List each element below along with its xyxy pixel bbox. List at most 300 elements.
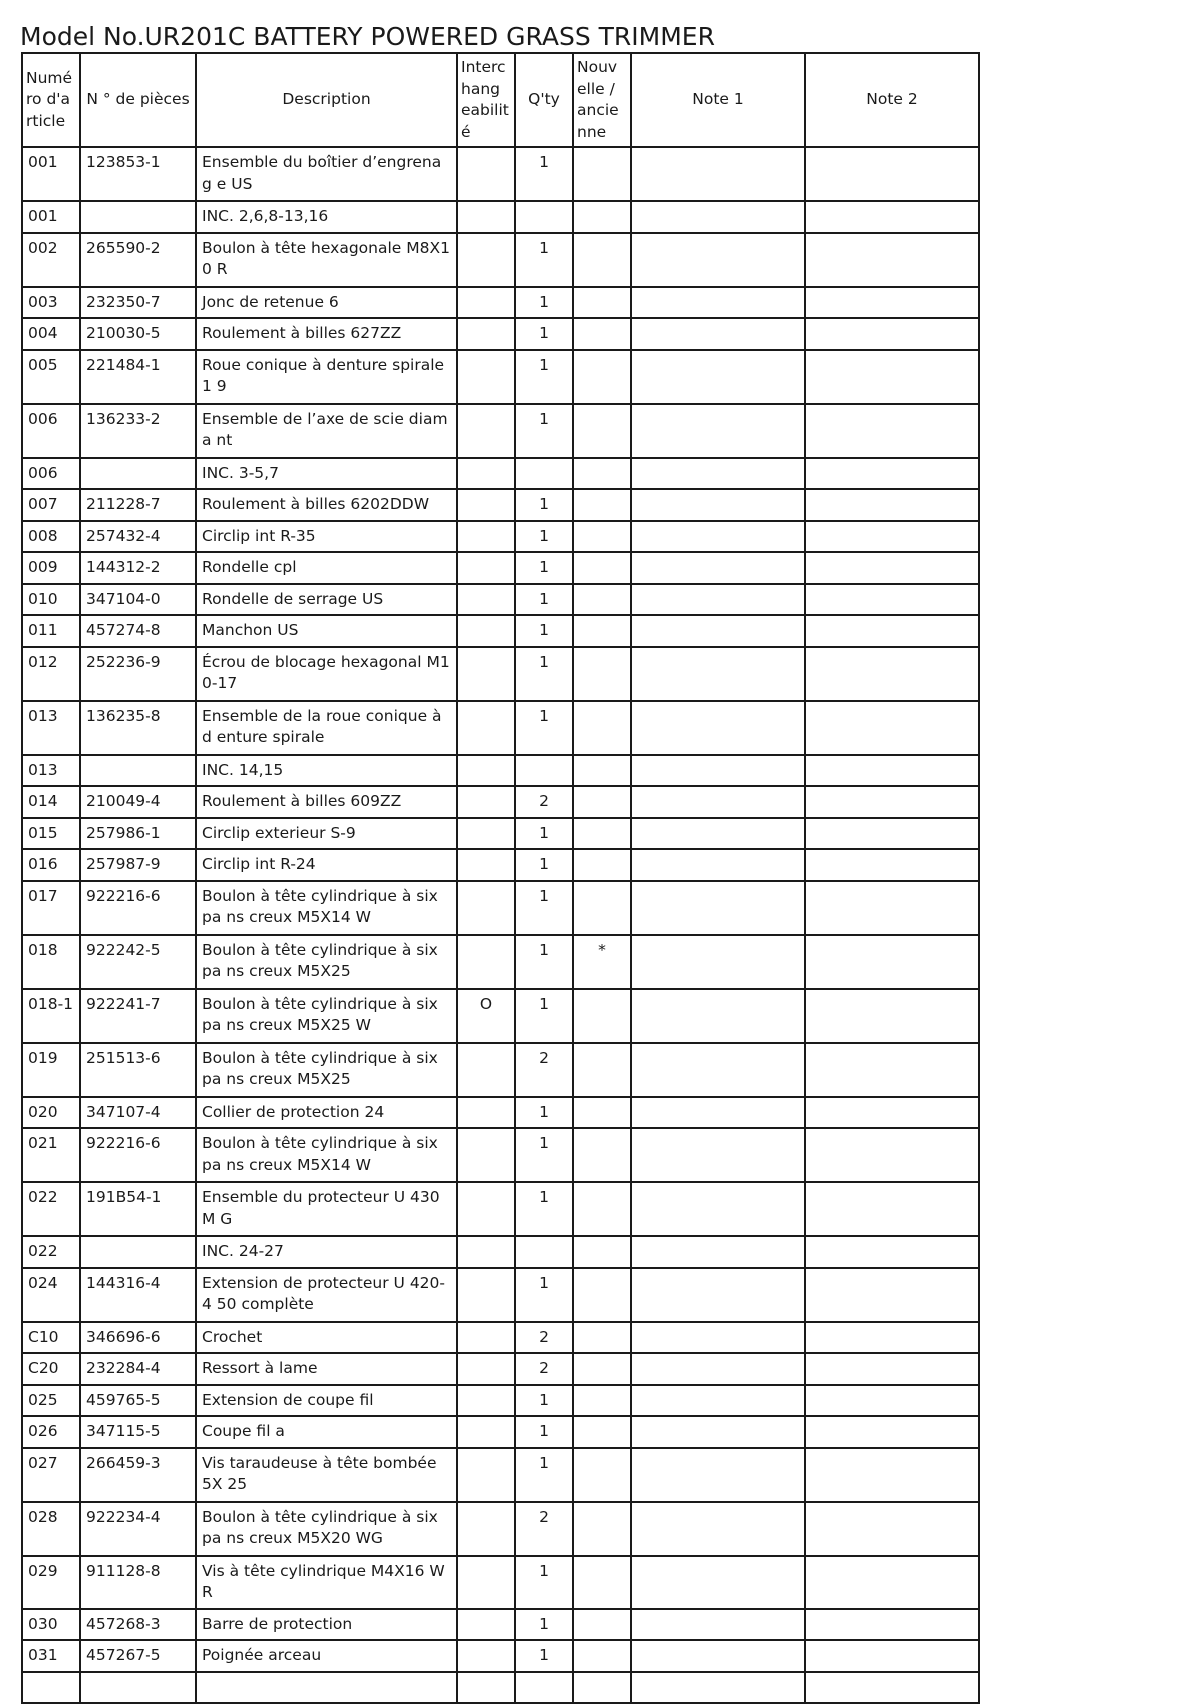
item-no-cell: 024: [22, 1268, 80, 1322]
qty-cell: 1: [515, 1128, 573, 1182]
item-no-cell: 015: [22, 818, 80, 850]
table-row: [22, 701, 979, 755]
note2-cell: [805, 755, 979, 787]
interchangeability-cell: [457, 935, 515, 989]
qty-cell: 1: [515, 1268, 573, 1322]
note1-cell: [631, 1609, 805, 1641]
interchangeability-cell: [457, 489, 515, 521]
new-old-cell: [573, 1322, 631, 1354]
item-no-cell: C20: [22, 1353, 80, 1385]
table-row: [22, 201, 979, 233]
item-no-cell: 018-1: [22, 989, 80, 1043]
new-old-cell: *: [573, 935, 631, 989]
table-row: [22, 1672, 979, 1703]
note2-cell: [805, 1236, 979, 1268]
part-no-cell: 922241-7: [80, 989, 196, 1043]
note2-cell: [805, 552, 979, 584]
interchangeability-cell: [457, 201, 515, 233]
table-row: [22, 584, 979, 616]
interchangeability-cell: [457, 786, 515, 818]
description-cell: INC. 2,6,8-13,16: [196, 201, 457, 233]
part-no-cell: [80, 458, 196, 490]
qty-cell: [515, 1236, 573, 1268]
interchangeability-cell: [457, 1385, 515, 1417]
table-row: [22, 404, 979, 458]
part-no-cell: 252236-9: [80, 647, 196, 701]
qty-cell: 1: [515, 521, 573, 553]
note1-cell: [631, 1416, 805, 1448]
part-no-cell: 232284-4: [80, 1353, 196, 1385]
note2-cell: [805, 818, 979, 850]
header-description: Description: [196, 53, 457, 147]
qty-cell: 1: [515, 1182, 573, 1236]
interchangeability-cell: [457, 147, 515, 201]
qty-cell: 1: [515, 233, 573, 287]
interchangeability-cell: [457, 1448, 515, 1502]
qty-cell: 1: [515, 552, 573, 584]
table-row: [22, 989, 979, 1043]
note1-cell: [631, 1353, 805, 1385]
note1-cell: [631, 287, 805, 319]
description-cell: INC. 14,15: [196, 755, 457, 787]
note2-cell: [805, 458, 979, 490]
description-cell: Roue conique à denture spirale 1 9: [196, 350, 457, 404]
note2-cell: [805, 233, 979, 287]
interchangeability-cell: [457, 1322, 515, 1354]
note2-cell: [805, 1128, 979, 1182]
note1-cell: [631, 521, 805, 553]
description-cell: Barre de protection: [196, 1609, 457, 1641]
table-row: [22, 1097, 979, 1129]
item-no-cell: 007: [22, 489, 80, 521]
note1-cell: [631, 1236, 805, 1268]
interchangeability-cell: [457, 755, 515, 787]
note1-cell: [631, 404, 805, 458]
item-no-cell: 022: [22, 1236, 80, 1268]
new-old-cell: [573, 989, 631, 1043]
part-no-cell: 144312-2: [80, 552, 196, 584]
note2-cell: [805, 404, 979, 458]
note1-cell: [631, 1097, 805, 1129]
description-cell: Boulon à tête cylindrique à six pa ns creux M5X20 WG: [196, 1502, 457, 1556]
table-row: [22, 233, 979, 287]
table-row: [22, 1448, 979, 1502]
note2-cell: [805, 881, 979, 935]
interchangeability-cell: [457, 615, 515, 647]
part-no-cell: 346696-6: [80, 1322, 196, 1354]
interchangeability-cell: [457, 1672, 515, 1703]
qty-cell: 1: [515, 615, 573, 647]
qty-cell: 1: [515, 584, 573, 616]
interchangeability-cell: [457, 287, 515, 319]
description-cell: Extension de protecteur U 420-4 50 complète: [196, 1268, 457, 1322]
description-cell: INC. 3-5,7: [196, 458, 457, 490]
part-no-cell: 922216-6: [80, 881, 196, 935]
part-no-cell: 265590-2: [80, 233, 196, 287]
header-new-old: Nouv elle / ancie nne: [573, 53, 631, 147]
qty-cell: [515, 458, 573, 490]
note1-cell: [631, 849, 805, 881]
table-row: [22, 458, 979, 490]
note2-cell: [805, 615, 979, 647]
part-no-cell: 221484-1: [80, 350, 196, 404]
table-row: [22, 1268, 979, 1322]
qty-cell: 1: [515, 318, 573, 350]
note1-cell: [631, 935, 805, 989]
qty-cell: 1: [515, 350, 573, 404]
part-no-cell: 459765-5: [80, 1385, 196, 1417]
description-cell: Rondelle cpl: [196, 552, 457, 584]
table-row: [22, 350, 979, 404]
header-interchangeability: Interc hang eabilit é: [457, 53, 515, 147]
table-row: [22, 755, 979, 787]
table-row: [22, 489, 979, 521]
new-old-cell: [573, 201, 631, 233]
part-no-cell: [80, 1236, 196, 1268]
description-cell: Poignée arceau: [196, 1640, 457, 1672]
new-old-cell: [573, 1502, 631, 1556]
interchangeability-cell: [457, 1268, 515, 1322]
note1-cell: [631, 552, 805, 584]
interchangeability-cell: [457, 404, 515, 458]
interchangeability-cell: [457, 849, 515, 881]
table-row: [22, 1556, 979, 1609]
item-no-cell: 014: [22, 786, 80, 818]
description-cell: Vis à tête cylindrique M4X16 WR: [196, 1556, 457, 1609]
qty-cell: 1: [515, 849, 573, 881]
new-old-cell: [573, 1385, 631, 1417]
note2-cell: [805, 989, 979, 1043]
interchangeability-cell: [457, 350, 515, 404]
qty-cell: 1: [515, 404, 573, 458]
item-no-cell: 031: [22, 1640, 80, 1672]
part-no-cell: 144316-4: [80, 1268, 196, 1322]
table-row: [22, 1353, 979, 1385]
item-no-cell: 026: [22, 1416, 80, 1448]
part-no-cell: 210030-5: [80, 318, 196, 350]
item-no-cell: [22, 1672, 80, 1703]
note2-cell: [805, 1672, 979, 1703]
note1-cell: [631, 1182, 805, 1236]
new-old-cell: [573, 1097, 631, 1129]
part-no-cell: 457274-8: [80, 615, 196, 647]
part-no-cell: 922234-4: [80, 1502, 196, 1556]
item-no-cell: C10: [22, 1322, 80, 1354]
description-cell: Boulon à tête cylindrique à six pa ns creux M5X25: [196, 935, 457, 989]
header-note2: Note 2: [805, 53, 979, 147]
interchangeability-cell: [457, 1556, 515, 1609]
note2-cell: [805, 201, 979, 233]
interchangeability-cell: [457, 318, 515, 350]
qty-cell: 2: [515, 1043, 573, 1097]
part-no-cell: 191B54-1: [80, 1182, 196, 1236]
description-cell: Ressort à lame: [196, 1353, 457, 1385]
new-old-cell: [573, 786, 631, 818]
new-old-cell: [573, 1416, 631, 1448]
item-no-cell: 030: [22, 1609, 80, 1641]
note1-cell: [631, 147, 805, 201]
note1-cell: [631, 1268, 805, 1322]
note2-cell: [805, 147, 979, 201]
note2-cell: [805, 1640, 979, 1672]
note1-cell: [631, 755, 805, 787]
qty-cell: 1: [515, 1556, 573, 1609]
qty-cell: 1: [515, 935, 573, 989]
interchangeability-cell: [457, 1353, 515, 1385]
interchangeability-cell: [457, 1502, 515, 1556]
interchangeability-cell: [457, 818, 515, 850]
new-old-cell: [573, 1448, 631, 1502]
description-cell: Circlip int R-35: [196, 521, 457, 553]
note2-cell: [805, 489, 979, 521]
table-row: [22, 318, 979, 350]
header-note1: Note 1: [631, 53, 805, 147]
new-old-cell: [573, 1640, 631, 1672]
table-row: [22, 147, 979, 201]
description-cell: Ensemble de la roue conique à d enture spirale: [196, 701, 457, 755]
note1-cell: [631, 318, 805, 350]
item-no-cell: 016: [22, 849, 80, 881]
new-old-cell: [573, 615, 631, 647]
new-old-cell: [573, 1672, 631, 1703]
new-old-cell: [573, 287, 631, 319]
qty-cell: 1: [515, 989, 573, 1043]
note1-cell: [631, 989, 805, 1043]
table-row: [22, 1128, 979, 1182]
part-no-cell: [80, 201, 196, 233]
description-cell: Manchon US: [196, 615, 457, 647]
description-cell: Crochet: [196, 1322, 457, 1354]
note2-cell: [805, 521, 979, 553]
description-cell: Boulon à tête hexagonale M8X10 R: [196, 233, 457, 287]
new-old-cell: [573, 1236, 631, 1268]
description-cell: Roulement à billes 6202DDW: [196, 489, 457, 521]
part-no-cell: 211228-7: [80, 489, 196, 521]
description-cell: Ensemble de l’axe de scie diama nt: [196, 404, 457, 458]
note2-cell: [805, 935, 979, 989]
description-cell: Écrou de blocage hexagonal M1 0-17: [196, 647, 457, 701]
interchangeability-cell: [457, 1609, 515, 1641]
note2-cell: [805, 849, 979, 881]
note1-cell: [631, 1556, 805, 1609]
interchangeability-cell: [457, 521, 515, 553]
item-no-cell: 022: [22, 1182, 80, 1236]
new-old-cell: [573, 458, 631, 490]
item-no-cell: 027: [22, 1448, 80, 1502]
description-cell: Jonc de retenue 6: [196, 287, 457, 319]
interchangeability-cell: [457, 1640, 515, 1672]
new-old-cell: [573, 147, 631, 201]
note1-cell: [631, 584, 805, 616]
table-row: [22, 1322, 979, 1354]
new-old-cell: [573, 755, 631, 787]
note2-cell: [805, 1416, 979, 1448]
item-no-cell: 025: [22, 1385, 80, 1417]
note2-cell: [805, 1353, 979, 1385]
note1-cell: [631, 1448, 805, 1502]
qty-cell: 1: [515, 147, 573, 201]
note2-cell: [805, 318, 979, 350]
qty-cell: 2: [515, 1353, 573, 1385]
note2-cell: [805, 786, 979, 818]
interchangeability-cell: [457, 1043, 515, 1097]
item-no-cell: 013: [22, 701, 80, 755]
part-no-cell: [80, 755, 196, 787]
description-cell: Boulon à tête cylindrique à six pa ns creux M5X25 W: [196, 989, 457, 1043]
table-row: [22, 1043, 979, 1097]
part-no-cell: 251513-6: [80, 1043, 196, 1097]
table-row: [22, 1416, 979, 1448]
description-cell: Ensemble du protecteur U 430 M G: [196, 1182, 457, 1236]
note2-cell: [805, 287, 979, 319]
note2-cell: [805, 701, 979, 755]
page-title: Model No.UR201C BATTERY POWERED GRASS TRIMMER: [20, 22, 715, 51]
note2-cell: [805, 584, 979, 616]
note2-cell: [805, 350, 979, 404]
interchangeability-cell: [457, 1416, 515, 1448]
new-old-cell: [573, 849, 631, 881]
qty-cell: 1: [515, 287, 573, 319]
part-no-cell: 457267-5: [80, 1640, 196, 1672]
table-row: [22, 786, 979, 818]
qty-cell: 1: [515, 489, 573, 521]
description-cell: Rondelle de serrage US: [196, 584, 457, 616]
description-cell: [196, 1672, 457, 1703]
note1-cell: [631, 615, 805, 647]
table-row: [22, 1236, 979, 1268]
qty-cell: 1: [515, 1640, 573, 1672]
description-cell: Collier de protection 24: [196, 1097, 457, 1129]
table-row: [22, 521, 979, 553]
new-old-cell: [573, 318, 631, 350]
header-row: [22, 53, 979, 147]
interchangeability-cell: [457, 881, 515, 935]
part-no-cell: 266459-3: [80, 1448, 196, 1502]
item-no-cell: 010: [22, 584, 80, 616]
interchangeability-cell: [457, 552, 515, 584]
part-no-cell: 257986-1: [80, 818, 196, 850]
description-cell: Boulon à tête cylindrique à six pa ns creux M5X25: [196, 1043, 457, 1097]
item-no-cell: 001: [22, 147, 80, 201]
description-cell: Boulon à tête cylindrique à six pa ns creux M5X14 W: [196, 881, 457, 935]
note1-cell: [631, 1385, 805, 1417]
part-no-cell: 347104-0: [80, 584, 196, 616]
new-old-cell: [573, 1043, 631, 1097]
qty-cell: 2: [515, 1502, 573, 1556]
note2-cell: [805, 1556, 979, 1609]
description-cell: Circlip exterieur S-9: [196, 818, 457, 850]
description-cell: Boulon à tête cylindrique à six pa ns creux M5X14 W: [196, 1128, 457, 1182]
note2-cell: [805, 1448, 979, 1502]
interchangeability-cell: [457, 458, 515, 490]
new-old-cell: [573, 881, 631, 935]
interchangeability-cell: [457, 647, 515, 701]
note1-cell: [631, 1128, 805, 1182]
item-no-cell: 003: [22, 287, 80, 319]
part-no-cell: 922216-6: [80, 1128, 196, 1182]
table-row: [22, 1502, 979, 1556]
new-old-cell: [573, 1609, 631, 1641]
new-old-cell: [573, 489, 631, 521]
interchangeability-cell: [457, 1097, 515, 1129]
new-old-cell: [573, 584, 631, 616]
table-row: [22, 1609, 979, 1641]
item-no-cell: 004: [22, 318, 80, 350]
note1-cell: [631, 1672, 805, 1703]
description-cell: Ensemble du boîtier d’engrenag e US: [196, 147, 457, 201]
table-row: [22, 1385, 979, 1417]
part-no-cell: 257432-4: [80, 521, 196, 553]
description-cell: Circlip int R-24: [196, 849, 457, 881]
note2-cell: [805, 1322, 979, 1354]
item-no-cell: 012: [22, 647, 80, 701]
note2-cell: [805, 647, 979, 701]
new-old-cell: [573, 350, 631, 404]
description-cell: Roulement à billes 627ZZ: [196, 318, 457, 350]
parts-table-body: [22, 147, 979, 1703]
interchangeability-cell: [457, 1182, 515, 1236]
part-no-cell: 257987-9: [80, 849, 196, 881]
qty-cell: [515, 1672, 573, 1703]
note1-cell: [631, 1640, 805, 1672]
table-row: [22, 1182, 979, 1236]
interchangeability-cell: [457, 584, 515, 616]
part-no-cell: 922242-5: [80, 935, 196, 989]
qty-cell: [515, 755, 573, 787]
item-no-cell: 006: [22, 458, 80, 490]
interchangeability-cell: O: [457, 989, 515, 1043]
item-no-cell: 013: [22, 755, 80, 787]
description-cell: Roulement à billes 609ZZ: [196, 786, 457, 818]
item-no-cell: 018: [22, 935, 80, 989]
note1-cell: [631, 201, 805, 233]
new-old-cell: [573, 1556, 631, 1609]
new-old-cell: [573, 521, 631, 553]
part-no-cell: 347115-5: [80, 1416, 196, 1448]
qty-cell: 1: [515, 701, 573, 755]
description-cell: INC. 24-27: [196, 1236, 457, 1268]
qty-cell: 2: [515, 786, 573, 818]
new-old-cell: [573, 233, 631, 287]
note1-cell: [631, 1502, 805, 1556]
qty-cell: 1: [515, 881, 573, 935]
note1-cell: [631, 647, 805, 701]
table-row: [22, 818, 979, 850]
qty-cell: 1: [515, 818, 573, 850]
part-no-cell: [80, 1672, 196, 1703]
qty-cell: 1: [515, 1448, 573, 1502]
qty-cell: 1: [515, 1416, 573, 1448]
note2-cell: [805, 1385, 979, 1417]
table-row: [22, 849, 979, 881]
note1-cell: [631, 350, 805, 404]
description-cell: Coupe fil a: [196, 1416, 457, 1448]
note2-cell: [805, 1097, 979, 1129]
new-old-cell: [573, 701, 631, 755]
header-qty: Q'ty: [515, 53, 573, 147]
new-old-cell: [573, 1182, 631, 1236]
qty-cell: 1: [515, 1097, 573, 1129]
description-cell: Extension de coupe fil: [196, 1385, 457, 1417]
note1-cell: [631, 458, 805, 490]
note2-cell: [805, 1268, 979, 1322]
item-no-cell: 001: [22, 201, 80, 233]
note1-cell: [631, 233, 805, 287]
part-no-cell: 232350-7: [80, 287, 196, 319]
item-no-cell: 017: [22, 881, 80, 935]
new-old-cell: [573, 647, 631, 701]
part-no-cell: 210049-4: [80, 786, 196, 818]
